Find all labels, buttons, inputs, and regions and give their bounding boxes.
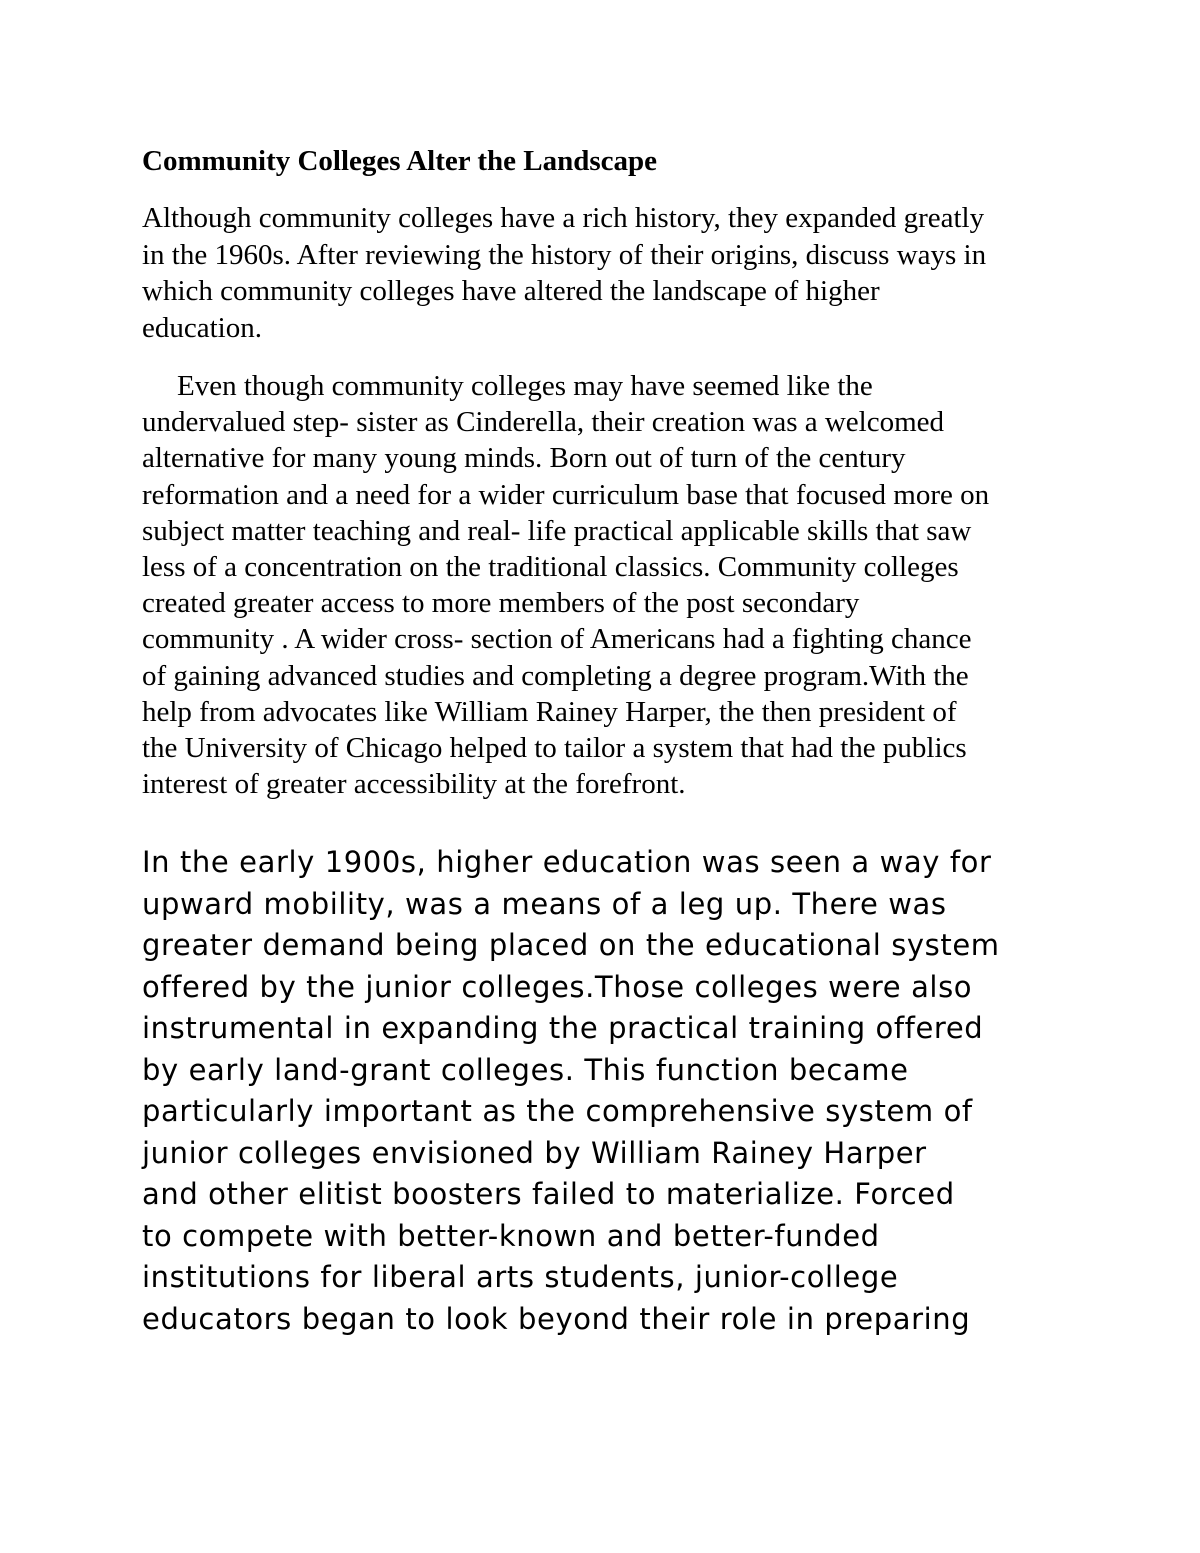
essay-line: help from advocates like William Rainey Harper, the then president of — [142, 695, 957, 728]
essay-line: interest of greater accessibility at the forefront. — [142, 768, 686, 801]
essay-line: reformation and a need for a wider curriculum base that focused more on — [142, 478, 990, 511]
continuation-line: to compete with better-known and better-funded — [142, 1218, 880, 1253]
essay-line: community . A wider cross- section of Americans had a fighting chance — [142, 623, 972, 656]
continuation-line: In the early 1900s, higher education was seen a way for — [142, 845, 992, 879]
continuation-line: upward mobility, was a means of a leg up. There was — [142, 886, 947, 921]
essay-line: undervalued step- sister as Cinderella, their creation was a welcomed — [142, 406, 945, 439]
prompt-line: in the 1960s. After reviewing the history of their origins, discuss ways in — [142, 238, 987, 271]
assignment-prompt — [142, 200, 986, 346]
essay-line: less of a concentration on the traditional classics. Community colleges — [142, 551, 959, 584]
continuation-line: instrumental in expanding the practical training offered — [142, 1011, 984, 1045]
prompt-line: education. — [142, 311, 262, 344]
continuation-paragraph — [142, 842, 1000, 1340]
continuation-line: institutions for liberal arts students, junior-college — [142, 1260, 899, 1294]
continuation-line: particularly important as the comprehensive system of — [142, 1094, 973, 1128]
continuation-line: offered by the junior colleges.Those colleges were also — [142, 969, 973, 1004]
essay-line: the University of Chicago helped to tailor a system that had the publics — [142, 732, 967, 765]
continuation-line: greater demand being placed on the educational system — [142, 928, 1000, 962]
prompt-line: which community colleges have altered the landscape of higher — [142, 275, 880, 307]
prompt-line: Although community colleges have a rich history, they expanded greatly — [142, 202, 985, 234]
continuation-line: junior colleges envisioned by William Rainey Harper — [142, 1135, 927, 1170]
document-title: Community Colleges Alter the Landscape — [142, 145, 658, 177]
essay-line: created greater access to more members of the post secondary — [142, 587, 860, 620]
essay-line: subject matter teaching and real- life practical applicable skills that saw — [142, 514, 972, 547]
continuation-line: by early land-grant colleges. This function became — [142, 1052, 909, 1087]
essay-line: Even though community colleges may have seemed like the — [177, 370, 873, 402]
continuation-line: educators began to look beyond their role in preparing — [142, 1301, 971, 1336]
essay-line: of gaining advanced studies and completing a degree program.With the — [142, 659, 969, 692]
continuation-line: and other elitist boosters failed to materialize. Forced — [142, 1177, 955, 1211]
essay-paragraph — [142, 368, 989, 802]
essay-line: alternative for many young minds. Born out of turn of the century — [142, 442, 906, 475]
